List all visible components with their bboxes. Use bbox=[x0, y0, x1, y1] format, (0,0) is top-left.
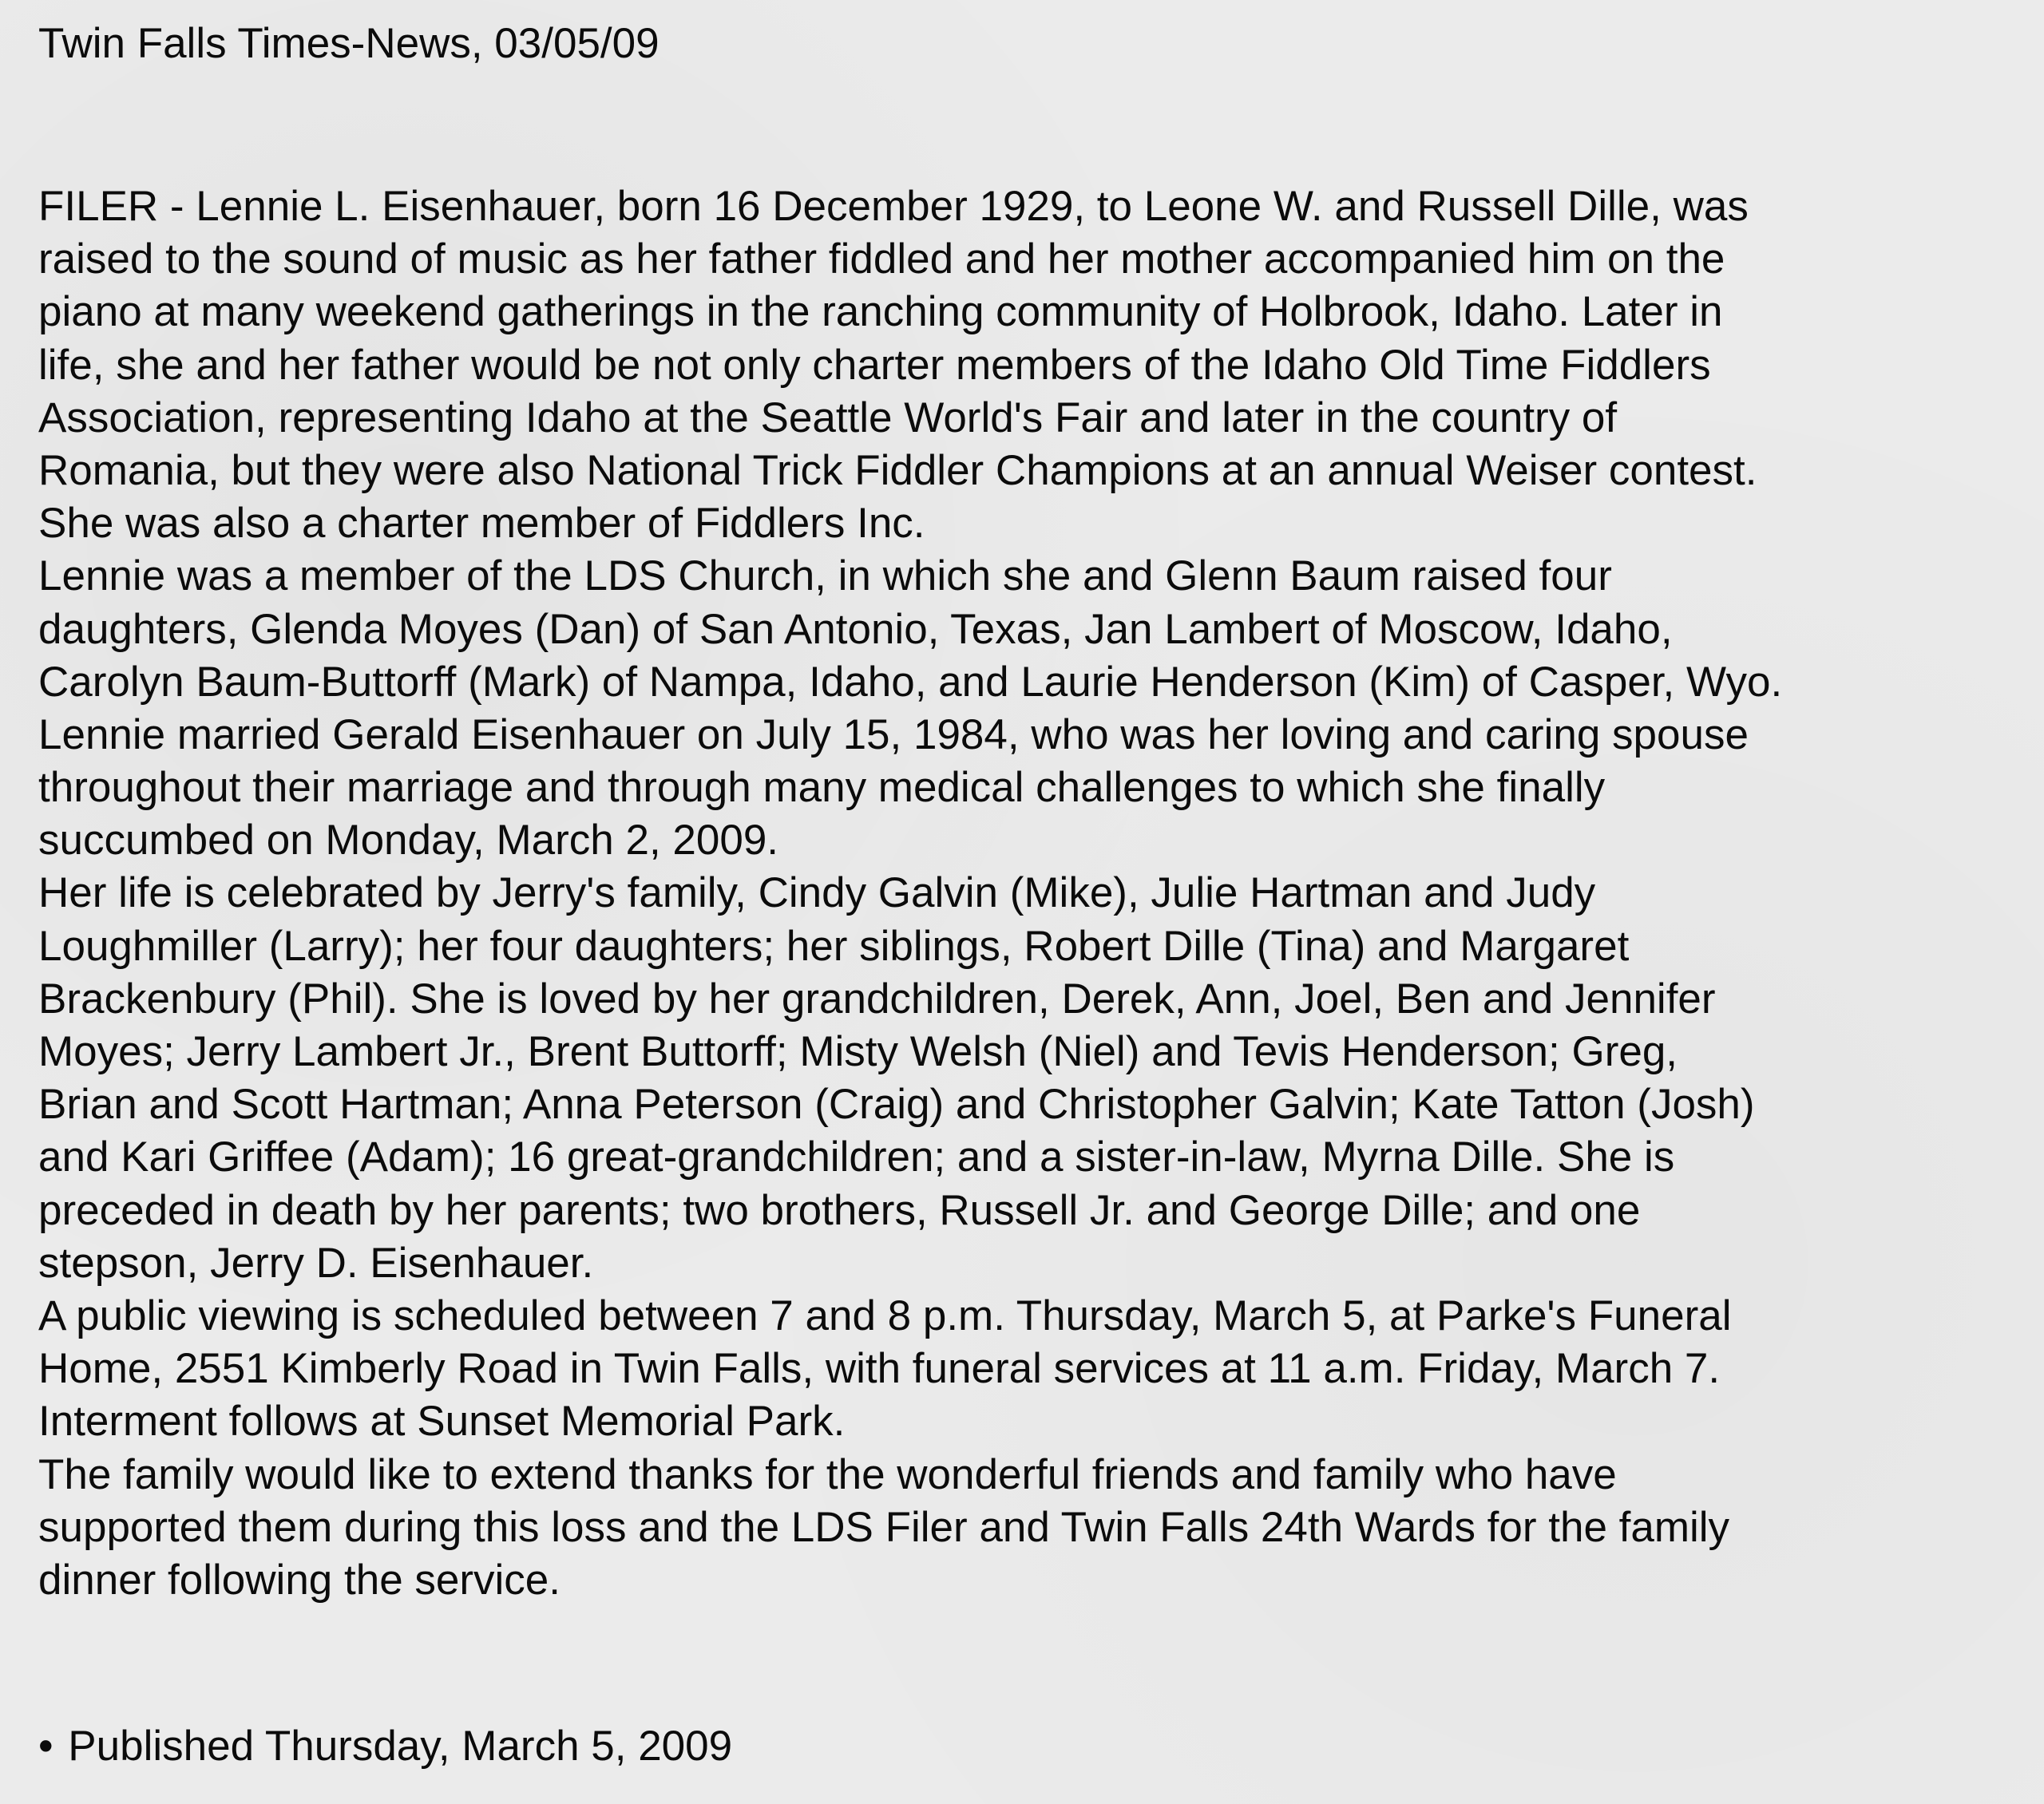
obituary-line: Romania, but they were also National Trick Fiddler Champions at an annual Weiser contest. bbox=[38, 446, 1757, 494]
obituary-line: Brian and Scott Hartman; Anna Peterson (Craig) and Christopher Galvin; Kate Tatton (Josh) bbox=[38, 1081, 1755, 1129]
obituary-line: Brackenbury (Phil). She is loved by her grandchildren, Derek, Ann, Joel, Ben and Jennifer bbox=[38, 975, 1716, 1023]
obituary-line: Association, representing Idaho at the Seattle World's Fair and later in the country of bbox=[38, 394, 1618, 441]
obituary-line: piano at many weekend gatherings in the ranching community of Holbrook, Idaho. Later in bbox=[38, 288, 1723, 336]
obituary-line: Loughmiller (Larry); her four daughters; her siblings, Robert Dille (Tina) and Margaret bbox=[38, 922, 1630, 970]
obituary-line: preceded in death by her parents; two brothers, Russell Jr. and George Dille; and one bbox=[38, 1186, 1641, 1234]
obituary-line: Interment follows at Sunset Memorial Park. bbox=[38, 1398, 846, 1446]
obituary-line: Carolyn Baum-Buttorff (Mark) of Nampa, Idaho, and Laurie Henderson (Kim) of Casper, Wyo. bbox=[38, 658, 1783, 706]
obituary-line: The family would like to extend thanks for the wonderful friends and family who have bbox=[38, 1450, 1617, 1498]
obituary-line: FILER - Lennie L. Eisenhauer, born 16 December 1929, to Leone W. and Russell Dille, was bbox=[38, 183, 1749, 230]
obituary-line: succumbed on Monday, March 2, 2009. bbox=[38, 817, 779, 864]
obituary-line: stepson, Jerry D. Eisenhauer. bbox=[38, 1239, 594, 1287]
obituary-line: throughout their marriage and through many medical challenges to which she finally bbox=[38, 764, 1606, 812]
obituary-line: Home, 2551 Kimberly Road in Twin Falls, with funeral services at 11 a.m. Friday, March 7. bbox=[38, 1345, 1721, 1393]
obituary-line: Lennie married Gerald Eisenhauer on July 15, 1984, who was her loving and caring spouse bbox=[38, 710, 1749, 758]
published-date-text: Published Thursday, March 5, 2009 bbox=[68, 1723, 733, 1770]
obituary-line: raised to the sound of music as her father fiddled and her mother accompanied him on the bbox=[38, 235, 1725, 283]
obituary-line: A public viewing is scheduled between 7 and 8 p.m. Thursday, March 5, at Parke's Funeral bbox=[38, 1292, 1732, 1339]
obituary-line: supported them during this loss and the LDS Filer and Twin Falls 24th Wards for the family bbox=[38, 1503, 1730, 1551]
source-header: Twin Falls Times-News, 03/05/09 bbox=[38, 20, 660, 67]
obituary-line: Lennie was a member of the LDS Church, in which she and Glenn Baum raised four bbox=[38, 552, 1612, 600]
obituary-line: Her life is celebrated by Jerry's family, Cindy Galvin (Mike), Julie Hartman and Judy bbox=[38, 869, 1596, 917]
obituary-body bbox=[38, 180, 2034, 1607]
obituary-line: life, she and her father would be not only charter members of the Idaho Old Time Fiddlers bbox=[38, 341, 1711, 389]
obituary-line: Moyes; Jerry Lambert Jr., Brent Buttorff; Misty Welsh (Niel) and Tevis Henderson; Greg, bbox=[38, 1028, 1678, 1075]
obituary-line: She was also a charter member of Fiddlers Inc. bbox=[38, 500, 925, 548]
obituary-line: daughters, Glenda Moyes (Dan) of San Antonio, Texas, Jan Lambert of Moscow, Idaho, bbox=[38, 605, 1673, 653]
obituary-line: dinner following the service. bbox=[38, 1556, 561, 1604]
published-footer bbox=[38, 1720, 732, 1773]
bullet-icon: • bbox=[38, 1723, 53, 1770]
obituary-line: and Kari Griffee (Adam); 16 great-grandchildren; and a sister-in-law, Myrna Dille. She is bbox=[38, 1133, 1675, 1181]
